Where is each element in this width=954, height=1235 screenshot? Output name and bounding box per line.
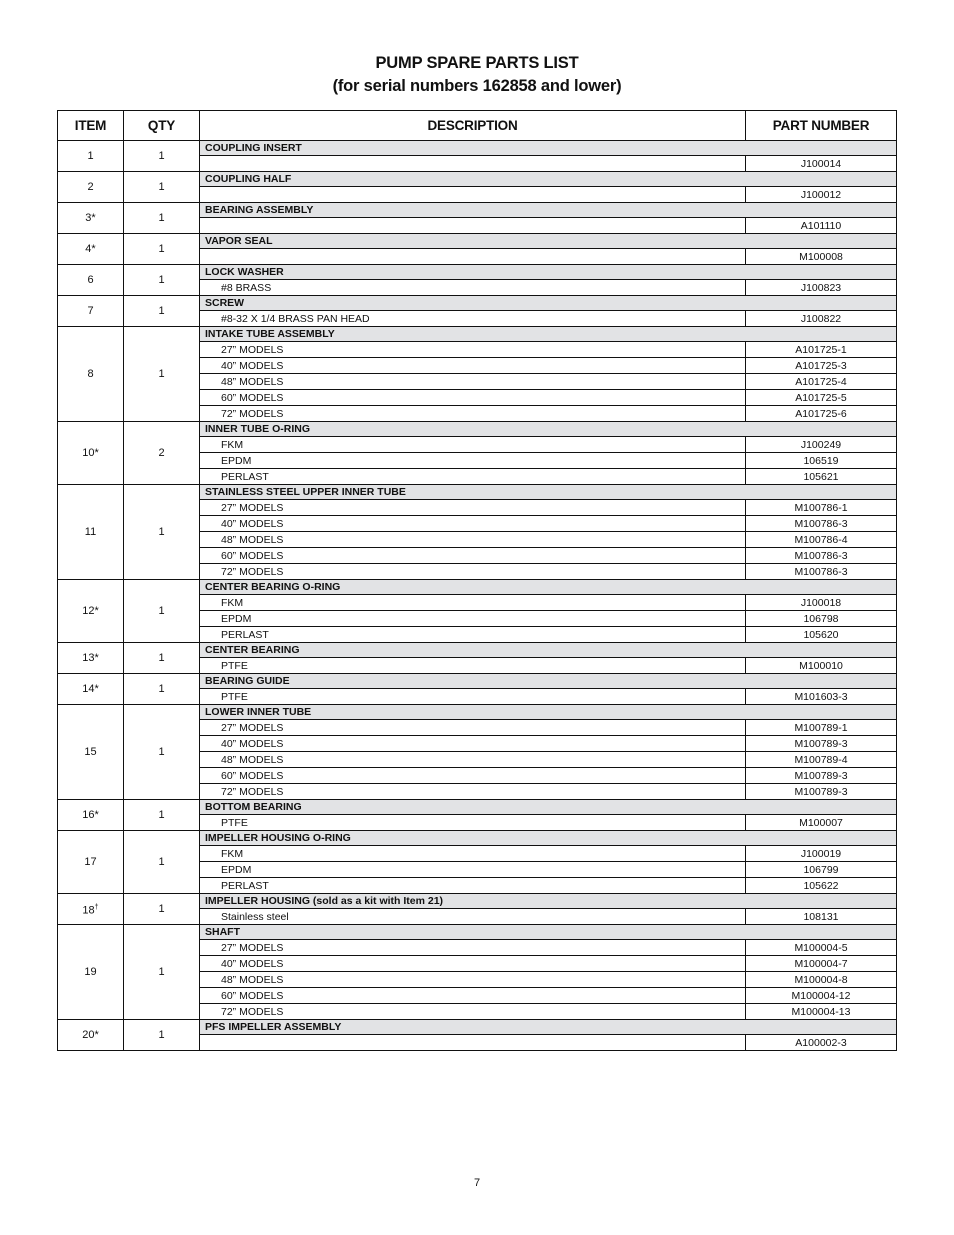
part-description: 27” MODELS [200,720,746,736]
part-group-name: STAINLESS STEEL UPPER INNER TUBE [200,485,897,500]
part-description: 60” MODELS [200,548,746,564]
part-number: A101725-1 [746,342,897,358]
part-description: PTFE [200,658,746,674]
item-number [58,172,124,203]
part-group-name: LOWER INNER TUBE [200,705,897,720]
part-group-name: SCREW [200,296,897,311]
table-row [58,800,897,815]
part-description: 40” MODELS [200,516,746,532]
part-description: 72” MODELS [200,1004,746,1020]
table-row [58,234,897,249]
table-row [58,172,897,187]
item-quantity: 1 [124,485,200,580]
item-number [58,643,124,674]
item-number-text: 17 [84,856,97,868]
item-quantity: 1 [124,580,200,643]
item-number [58,831,124,894]
column-header-part-number: PART NUMBER [746,111,897,141]
item-number-text: 16* [82,809,99,821]
part-description [200,156,746,172]
part-number: A101725-4 [746,374,897,390]
item-number-text: 11 [84,526,97,538]
part-number: M100004-8 [746,972,897,988]
table-header-row [58,111,897,141]
item-quantity: 1 [124,234,200,265]
part-group-name: IMPELLER HOUSING (sold as a kit with Item 21) [200,894,897,909]
part-description: 48” MODELS [200,374,746,390]
part-number: J100012 [746,187,897,203]
item-number-text: 20* [82,1029,99,1041]
item-number-text: 18 [82,904,95,917]
part-description: 60” MODELS [200,768,746,784]
part-group-name: BOTTOM BEARING [200,800,897,815]
part-description: EPDM [200,453,746,469]
item-quantity: 1 [124,925,200,1020]
part-number: M100789-1 [746,720,897,736]
part-description: 48” MODELS [200,532,746,548]
item-number-text: 1 [87,150,94,162]
table-row [58,422,897,437]
part-number: J100823 [746,280,897,296]
part-number: 106799 [746,862,897,878]
table-row [58,894,897,909]
part-group-name: SHAFT [200,925,897,940]
part-number: 105621 [746,469,897,485]
part-description [200,249,746,265]
part-number: M100789-4 [746,752,897,768]
item-number [58,1020,124,1051]
item-number [58,674,124,705]
part-group-name: LOCK WASHER [200,265,897,280]
item-quantity: 1 [124,894,200,925]
page-number: 7 [473,1177,481,1189]
item-quantity: 1 [124,674,200,705]
item-quantity: 1 [124,265,200,296]
item-number-text: 14* [82,683,99,695]
part-description: 72” MODELS [200,784,746,800]
page-title: PUMP SPARE PARTS LIST [375,54,579,72]
part-group-name: COUPLING HALF [200,172,897,187]
part-number: M100008 [746,249,897,265]
part-number: A101725-6 [746,406,897,422]
item-quantity: 1 [124,831,200,894]
part-group-name: BEARING GUIDE [200,674,897,689]
item-number [58,265,124,296]
item-number [58,705,124,800]
part-description: 27” MODELS [200,500,746,516]
column-header-qty: QTY [124,111,200,141]
item-number [58,327,124,422]
item-quantity: 1 [124,1020,200,1051]
part-description: 48” MODELS [200,972,746,988]
item-number-text: 15 [84,746,97,758]
item-quantity: 1 [124,172,200,203]
part-number: M100007 [746,815,897,831]
part-group-name: COUPLING INSERT [200,141,897,156]
part-description [200,218,746,234]
part-group-name: VAPOR SEAL [200,234,897,249]
table-row [58,265,897,280]
part-number: 108131 [746,909,897,925]
part-number: 106519 [746,453,897,469]
part-number: M100786-3 [746,516,897,532]
item-number-text: 8 [87,368,94,380]
table-row [58,831,897,846]
item-number [58,894,124,925]
item-quantity: 1 [124,203,200,234]
page-subtitle: (for serial numbers 162858 and lower) [332,77,622,95]
column-header-description: DESCRIPTION [200,111,746,141]
table-row [58,485,897,500]
table-row [58,580,897,595]
table-row [58,1020,897,1035]
item-number-text: 2 [87,181,94,193]
part-number: J100249 [746,437,897,453]
part-number: A100002-3 [746,1035,897,1051]
item-footnote-mark: † [94,903,99,911]
part-description: #8-32 X 1/4 BRASS PAN HEAD [200,311,746,327]
table-row [58,925,897,940]
part-group-name: PFS IMPELLER ASSEMBLY [200,1020,897,1035]
item-quantity: 1 [124,296,200,327]
part-number: 105622 [746,878,897,894]
part-description: 48” MODELS [200,752,746,768]
part-number: A101725-5 [746,390,897,406]
part-number: J100822 [746,311,897,327]
part-description [200,187,746,203]
part-number: M100010 [746,658,897,674]
part-description: 27” MODELS [200,940,746,956]
item-number [58,234,124,265]
part-description: Stainless steel [200,909,746,925]
part-group-name: IMPELLER HOUSING O-RING [200,831,897,846]
part-description: 40” MODELS [200,956,746,972]
item-number [58,141,124,172]
part-group-name: INTAKE TUBE ASSEMBLY [200,327,897,342]
part-number: A101110 [746,218,897,234]
part-description: 40” MODELS [200,736,746,752]
part-number: J100018 [746,595,897,611]
item-number-text: 10* [82,447,99,459]
part-number: M100786-4 [746,532,897,548]
part-group-name: CENTER BEARING O-RING [200,580,897,595]
part-description: PERLAST [200,627,746,643]
part-group-name: CENTER BEARING [200,643,897,658]
part-number: M100789-3 [746,768,897,784]
part-number: M100786-3 [746,564,897,580]
part-description: FKM [200,846,746,862]
table-row [58,327,897,342]
part-number: M101603-3 [746,689,897,705]
part-group-name: INNER TUBE O-RING [200,422,897,437]
parts-table-body [58,141,897,1051]
item-number-text: 12* [82,605,99,617]
part-description: PERLAST [200,878,746,894]
table-row [58,141,897,156]
part-number: A101725-3 [746,358,897,374]
item-number-text: 6 [87,274,94,286]
item-number [58,485,124,580]
part-description: PERLAST [200,469,746,485]
part-description: EPDM [200,611,746,627]
item-quantity: 2 [124,422,200,485]
part-number: 105620 [746,627,897,643]
table-row [58,705,897,720]
item-quantity: 1 [124,141,200,172]
item-number-text: 4* [85,243,96,255]
part-number: M100004-5 [746,940,897,956]
table-row [58,296,897,311]
part-number: M100786-1 [746,500,897,516]
table-row [58,203,897,218]
part-description: EPDM [200,862,746,878]
part-number: M100789-3 [746,736,897,752]
item-quantity: 1 [124,643,200,674]
parts-table [57,110,897,1051]
part-number: M100789-3 [746,784,897,800]
item-number [58,800,124,831]
part-number: J100014 [746,156,897,172]
parts-table-container [57,110,896,1051]
part-description: 27” MODELS [200,342,746,358]
table-row [58,674,897,689]
item-number-text: 13* [82,652,99,664]
part-group-name: BEARING ASSEMBLY [200,203,897,218]
part-description: 72” MODELS [200,406,746,422]
item-number [58,422,124,485]
part-number: 106798 [746,611,897,627]
part-description: FKM [200,437,746,453]
item-quantity: 1 [124,705,200,800]
item-number-text: 19 [84,966,97,978]
part-number: M100786-3 [746,548,897,564]
item-number-text: 7 [87,305,94,317]
column-header-item: ITEM [58,111,124,141]
part-description: 72” MODELS [200,564,746,580]
part-description: 60” MODELS [200,390,746,406]
part-description: 40” MODELS [200,358,746,374]
part-description: FKM [200,595,746,611]
part-description: #8 BRASS [200,280,746,296]
item-number [58,296,124,327]
item-number-text: 3* [85,212,96,224]
item-number [58,203,124,234]
part-description: 60” MODELS [200,988,746,1004]
table-row [58,643,897,658]
part-number: M100004-13 [746,1004,897,1020]
part-number: M100004-12 [746,988,897,1004]
part-number: J100019 [746,846,897,862]
part-number: M100004-7 [746,956,897,972]
item-number [58,580,124,643]
item-number [58,925,124,1020]
part-description: PTFE [200,815,746,831]
part-description: PTFE [200,689,746,705]
item-quantity: 1 [124,327,200,422]
item-quantity: 1 [124,800,200,831]
part-description [200,1035,746,1051]
